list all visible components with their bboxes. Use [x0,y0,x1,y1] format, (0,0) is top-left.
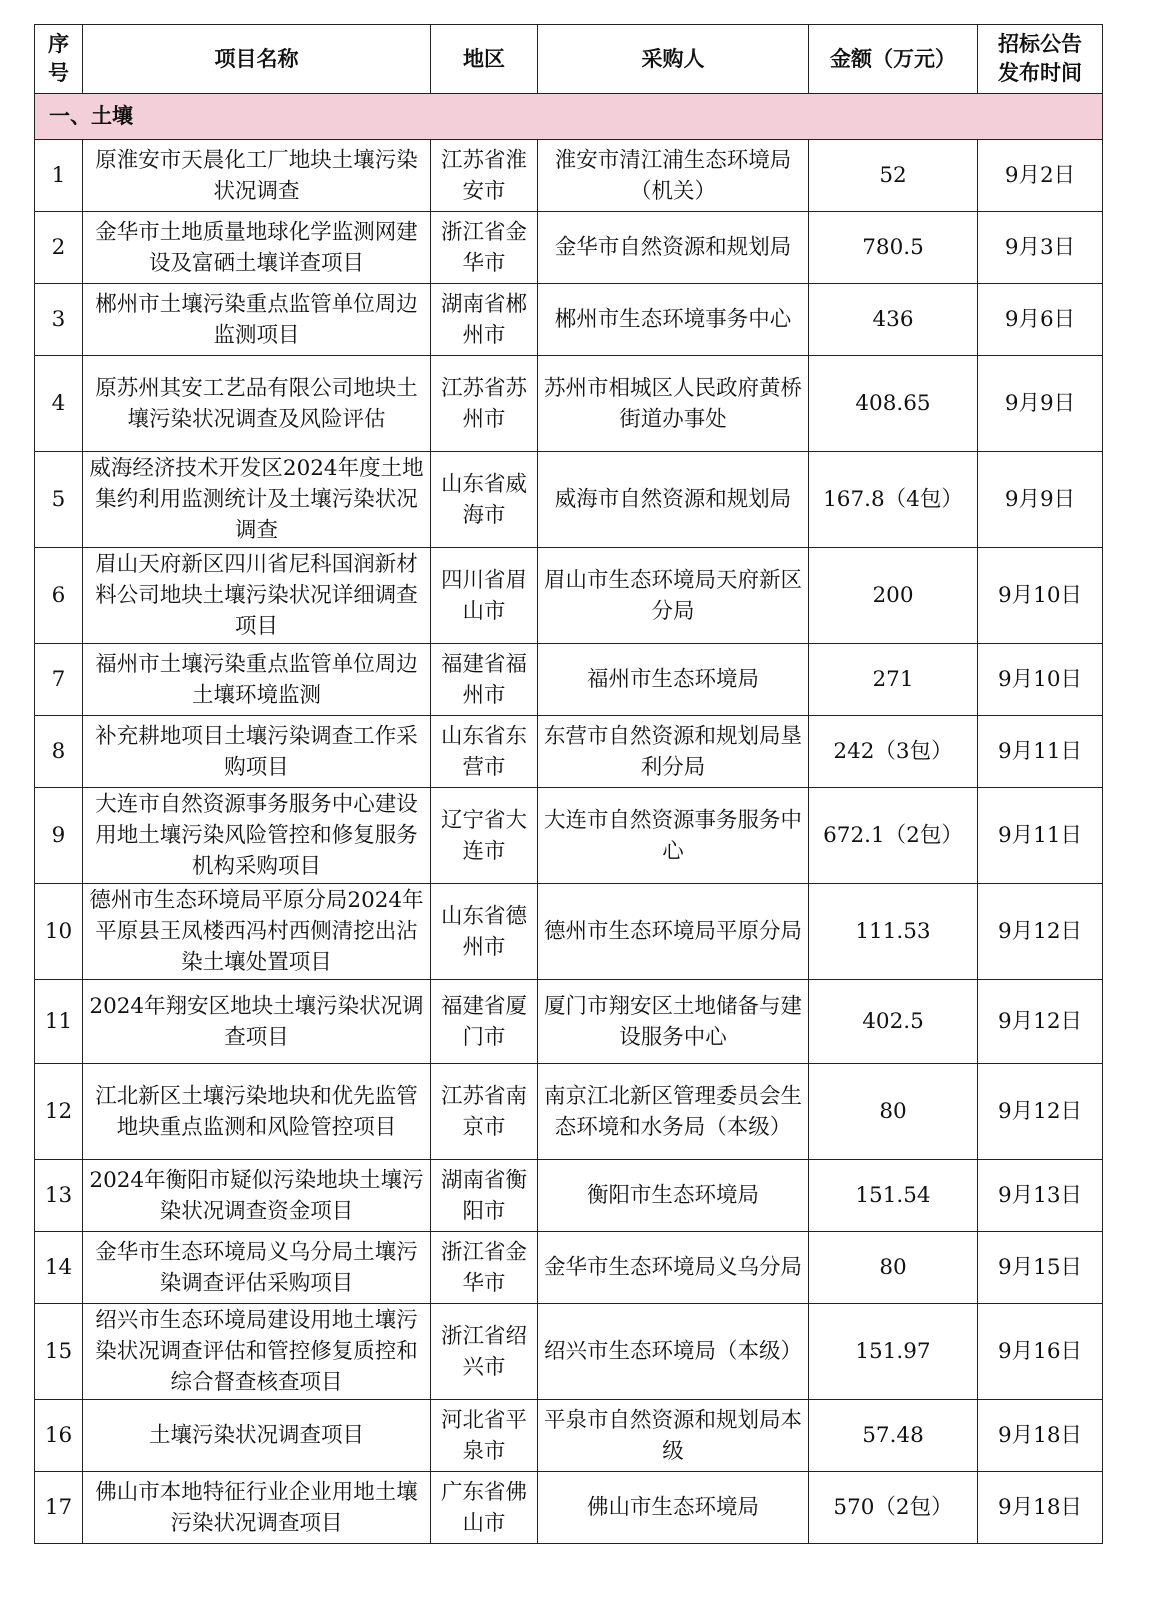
region: 湖南省衡阳市 [431,1160,538,1232]
region: 湖南省郴州市 [431,284,538,356]
buyer: 金华市自然资源和规划局 [538,212,809,284]
header-date: 招标公告发布时间 [978,25,1103,94]
publish-date: 9月15日 [978,1232,1103,1304]
buyer: 大连市自然资源事务服务中心 [538,788,809,884]
amount: 151.54 [809,1160,978,1232]
row-no: 4 [35,356,83,452]
publish-date: 9月12日 [978,884,1103,980]
table-row [35,1400,1103,1472]
project-name: 郴州市土壤污染重点监管单位周边监测项目 [83,284,431,356]
table-header-row [35,25,1103,94]
project-name: 金华市生态环境局义乌分局土壤污染调查评估采购项目 [83,1232,431,1304]
project-name: 威海经济技术开发区2024年度土地集约利用监测统计及土壤污染状况调查 [83,452,431,548]
row-no: 17 [35,1472,83,1544]
buyer: 东营市自然资源和规划局垦利分局 [538,716,809,788]
region: 河北省平泉市 [431,1400,538,1472]
project-name: 绍兴市生态环境局建设用地土壤污染状况调查评估和管控修复质控和综合督查核查项目 [83,1304,431,1400]
row-no: 8 [35,716,83,788]
project-name: 眉山天府新区四川省尼科国润新材料公司地块土壤污染状况详细调查项目 [83,548,431,644]
region: 江苏省淮安市 [431,140,538,212]
region: 浙江省金华市 [431,1232,538,1304]
publish-date: 9月18日 [978,1472,1103,1544]
amount: 242（3包） [809,716,978,788]
table-row [35,716,1103,788]
row-no: 6 [35,548,83,644]
row-no: 7 [35,644,83,716]
amount: 151.97 [809,1304,978,1400]
amount: 271 [809,644,978,716]
table-row [35,788,1103,884]
row-no: 11 [35,980,83,1064]
row-no: 5 [35,452,83,548]
amount: 672.1（2包） [809,788,978,884]
publish-date: 9月12日 [978,1064,1103,1160]
buyer: 南京江北新区管理委员会生态环境和水务局（本级） [538,1064,809,1160]
region: 浙江省金华市 [431,212,538,284]
region: 广东省佛山市 [431,1472,538,1544]
publish-date: 9月16日 [978,1304,1103,1400]
row-no: 16 [35,1400,83,1472]
header-no: 序号 [35,25,83,94]
publish-date: 9月10日 [978,548,1103,644]
row-no: 15 [35,1304,83,1400]
project-name: 福州市土壤污染重点监管单位周边土壤环境监测 [83,644,431,716]
header-amount: 金额（万元） [809,25,978,94]
row-no: 2 [35,212,83,284]
region: 福建省福州市 [431,644,538,716]
buyer: 佛山市生态环境局 [538,1472,809,1544]
publish-date: 9月9日 [978,356,1103,452]
table-row [35,284,1103,356]
table-row [35,1160,1103,1232]
row-no: 14 [35,1232,83,1304]
header-name: 项目名称 [83,25,431,94]
publish-date: 9月13日 [978,1160,1103,1232]
project-name: 原淮安市天晨化工厂地块土壤污染状况调查 [83,140,431,212]
amount: 402.5 [809,980,978,1064]
amount: 436 [809,284,978,356]
buyer: 衡阳市生态环境局 [538,1160,809,1232]
table-row [35,1232,1103,1304]
amount: 52 [809,140,978,212]
project-name: 2024年翔安区地块土壤污染状况调查项目 [83,980,431,1064]
table-row [35,1304,1103,1400]
amount: 570（2包） [809,1472,978,1544]
header-region: 地区 [431,25,538,94]
buyer: 福州市生态环境局 [538,644,809,716]
table-row [35,548,1103,644]
buyer: 金华市生态环境局义乌分局 [538,1232,809,1304]
publish-date: 9月12日 [978,980,1103,1064]
region: 辽宁省大连市 [431,788,538,884]
project-name: 2024年衡阳市疑似污染地块土壤污染状况调查资金项目 [83,1160,431,1232]
row-no: 10 [35,884,83,980]
project-name: 金华市土地质量地球化学监测网建设及富硒土壤详查项目 [83,212,431,284]
publish-date: 9月11日 [978,716,1103,788]
amount: 408.65 [809,356,978,452]
table-row [35,140,1103,212]
row-no: 3 [35,284,83,356]
table-row [35,980,1103,1064]
project-name: 德州市生态环境局平原分局2024年平原县王凤楼西冯村西侧清挖出沾染土壤处置项目 [83,884,431,980]
amount: 57.48 [809,1400,978,1472]
buyer: 平泉市自然资源和规划局本级 [538,1400,809,1472]
header-buyer: 采购人 [538,25,809,94]
row-no: 9 [35,788,83,884]
procurement-table [34,24,1103,1544]
buyer: 威海市自然资源和规划局 [538,452,809,548]
project-name: 原苏州其安工艺品有限公司地块土壤污染状况调查及风险评估 [83,356,431,452]
buyer: 淮安市清江浦生态环境局（机关） [538,140,809,212]
section-row [35,94,1103,140]
buyer: 苏州市相城区人民政府黄桥街道办事处 [538,356,809,452]
publish-date: 9月2日 [978,140,1103,212]
amount: 780.5 [809,212,978,284]
buyer: 绍兴市生态环境局（本级） [538,1304,809,1400]
table-row [35,452,1103,548]
table-row [35,644,1103,716]
buyer: 厦门市翔安区土地储备与建设服务中心 [538,980,809,1064]
region: 福建省厦门市 [431,980,538,1064]
section-title: 一、土壤 [35,94,1103,140]
publish-date: 9月9日 [978,452,1103,548]
region: 江苏省苏州市 [431,356,538,452]
region: 山东省德州市 [431,884,538,980]
region: 浙江省绍兴市 [431,1304,538,1400]
amount: 80 [809,1232,978,1304]
project-name: 江北新区土壤污染地块和优先监管地块重点监测和风险管控项目 [83,1064,431,1160]
project-name: 佛山市本地特征行业企业用地土壤污染状况调查项目 [83,1472,431,1544]
row-no: 1 [35,140,83,212]
amount: 167.8（4包） [809,452,978,548]
region: 山东省东营市 [431,716,538,788]
region: 江苏省南京市 [431,1064,538,1160]
project-name: 土壤污染状况调查项目 [83,1400,431,1472]
table-row [35,1472,1103,1544]
publish-date: 9月10日 [978,644,1103,716]
table-row [35,1064,1103,1160]
row-no: 12 [35,1064,83,1160]
publish-date: 9月18日 [978,1400,1103,1472]
buyer: 眉山市生态环境局天府新区分局 [538,548,809,644]
publish-date: 9月3日 [978,212,1103,284]
publish-date: 9月6日 [978,284,1103,356]
amount: 80 [809,1064,978,1160]
buyer: 德州市生态环境局平原分局 [538,884,809,980]
region: 山东省威海市 [431,452,538,548]
project-name: 大连市自然资源事务服务中心建设用地土壤污染风险管控和修复服务机构采购项目 [83,788,431,884]
amount: 200 [809,548,978,644]
project-name: 补充耕地项目土壤污染调查工作采购项目 [83,716,431,788]
buyer: 郴州市生态环境事务中心 [538,284,809,356]
publish-date: 9月11日 [978,788,1103,884]
table-row [35,356,1103,452]
region: 四川省眉山市 [431,548,538,644]
amount: 111.53 [809,884,978,980]
row-no: 13 [35,1160,83,1232]
table-row [35,212,1103,284]
table-row [35,884,1103,980]
